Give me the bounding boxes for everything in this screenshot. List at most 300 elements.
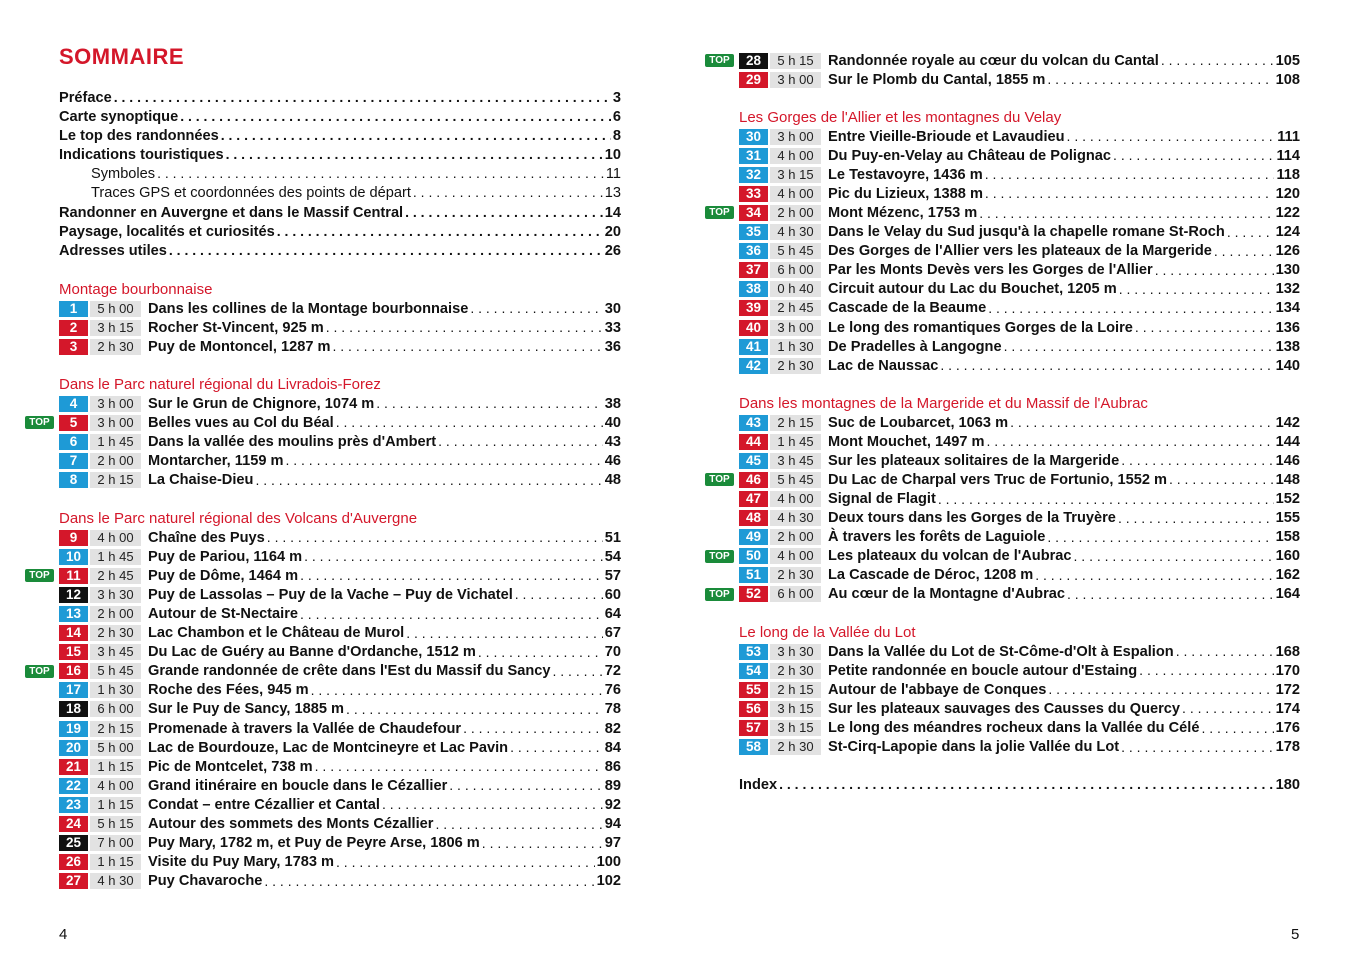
toc-entry-page: 11 <box>605 166 621 183</box>
hike-row[interactable] <box>59 604 621 623</box>
hike-row[interactable] <box>739 509 1300 528</box>
hike-row[interactable] <box>59 432 621 451</box>
toc-entry-page: 26 <box>604 242 621 259</box>
hike-row[interactable] <box>59 394 621 413</box>
hike-row[interactable] <box>29 566 621 585</box>
hike-duration: 2 h 15 <box>770 415 821 431</box>
hike-row[interactable] <box>59 585 621 604</box>
hike-duration: 0 h 40 <box>770 281 821 297</box>
hike-page: 132 <box>1275 281 1300 298</box>
hike-duration: 1 h 30 <box>90 682 141 698</box>
toc-entry-title: Adresses utiles <box>59 242 167 259</box>
hike-title: Promenade à travers la Vallée de Chaudefour <box>148 720 462 737</box>
hike-title: Au cœur de la Montagne d'Aubrac <box>828 586 1065 603</box>
hike-duration: 2 h 45 <box>90 568 141 584</box>
hike-page: 30 <box>604 300 621 317</box>
hike-title: Du Lac de Guéry au Banne d'Ordanche, 1512 m <box>148 644 476 661</box>
hike-title: Sur le Puy de Sancy, 1885 m <box>148 701 345 718</box>
hike-row[interactable] <box>59 318 621 337</box>
hike-title: Dans la vallée des moulins près d'Ambert <box>148 433 437 450</box>
hike-row[interactable] <box>59 299 621 318</box>
dot-leader <box>406 625 603 642</box>
hike-title: Mont Mézenc, 1753 m <box>828 205 978 222</box>
dot-leader <box>326 319 603 336</box>
hike-duration: 3 h 45 <box>90 644 141 660</box>
dot-leader <box>470 300 602 317</box>
hike-number-badge: 23 <box>59 797 88 813</box>
hike-duration: 4 h 30 <box>90 873 141 889</box>
hike-row[interactable] <box>739 70 1300 89</box>
index-page: 180 <box>1275 777 1300 793</box>
hike-duration: 3 h 00 <box>770 320 821 336</box>
hike-page: 111 <box>1277 128 1300 145</box>
hike-duration: 6 h 00 <box>770 586 821 602</box>
hike-title: Belles vues au Col du Béal <box>148 414 334 431</box>
hike-row[interactable] <box>59 815 621 834</box>
hike-title: Condat – entre Cézallier et Cantal <box>148 796 380 813</box>
hike-row[interactable] <box>739 642 1300 661</box>
dot-leader <box>346 701 603 718</box>
dot-leader <box>300 567 603 584</box>
hike-row[interactable] <box>59 681 621 700</box>
hike-number-badge: 54 <box>739 663 768 679</box>
hike-title: Le Testavoyre, 1436 m <box>828 166 983 183</box>
hike-duration: 5 h 15 <box>770 53 821 69</box>
hike-row[interactable] <box>59 700 621 719</box>
hike-duration: 4 h 00 <box>770 548 821 564</box>
hike-title: Dans la Vallée du Lot de St-Côme-d'Olt à Espalion <box>828 643 1174 660</box>
dot-leader <box>482 835 603 852</box>
hike-title: Sur le Plomb du Cantal, 1855 m <box>828 71 1046 88</box>
dot-leader <box>405 204 603 221</box>
hike-title: Pic de Montcelet, 738 m <box>148 758 313 775</box>
hike-duration: 1 h 45 <box>90 549 141 565</box>
dot-leader <box>157 165 604 182</box>
toc-row[interactable] <box>59 146 621 165</box>
hike-page: 72 <box>604 663 621 680</box>
hike-row[interactable] <box>59 853 621 872</box>
hike-title: Rocher St-Vincent, 925 m <box>148 319 324 336</box>
hike-page: 134 <box>1275 300 1300 317</box>
toc-row[interactable] <box>59 127 621 146</box>
hike-duration: 2 h 00 <box>90 606 141 622</box>
hike-duration: 6 h 00 <box>90 701 141 717</box>
hike-row[interactable] <box>59 757 621 776</box>
hike-number-badge: 53 <box>739 644 768 660</box>
dot-leader <box>255 472 602 489</box>
hike-number-badge: 8 <box>59 472 88 488</box>
hike-title: St-Cirq-Lapopie dans la jolie Vallée du Lot <box>828 739 1120 756</box>
hike-number-badge: 58 <box>739 739 768 755</box>
dot-leader <box>1067 128 1276 145</box>
toc-entry-page: 20 <box>604 223 621 240</box>
hike-page: 57 <box>604 567 621 584</box>
hike-page: 136 <box>1275 319 1300 336</box>
hike-page: 84 <box>604 739 621 756</box>
dot-leader <box>449 777 602 794</box>
hike-page: 97 <box>604 835 621 852</box>
hike-title: Cascade de la Beaume <box>828 300 987 317</box>
hike-number-badge: 2 <box>59 320 88 336</box>
hike-title: Le long des romantiques Gorges de la Loire <box>828 319 1133 336</box>
hike-row[interactable] <box>59 451 621 470</box>
section-vallee-du-lot <box>739 623 1300 757</box>
dot-leader <box>114 89 611 106</box>
hike-duration: 2 h 00 <box>90 453 141 469</box>
hike-duration: 2 h 30 <box>770 567 821 583</box>
hike-page: 33 <box>604 319 621 336</box>
hike-number-badge: 48 <box>739 510 768 526</box>
dot-leader <box>413 184 603 201</box>
dot-leader <box>336 854 595 871</box>
hike-number-badge: 24 <box>59 816 88 832</box>
hike-page: 130 <box>1275 262 1300 279</box>
dot-leader <box>478 644 603 661</box>
hike-number-badge: 36 <box>739 243 768 259</box>
hike-row[interactable] <box>59 528 621 547</box>
hike-duration: 2 h 30 <box>90 625 141 641</box>
hike-row[interactable] <box>739 165 1300 184</box>
hike-title: Puy de Montoncel, 1287 m <box>148 338 331 355</box>
hike-page: 148 <box>1275 471 1300 488</box>
hike-number-badge: 1 <box>59 301 88 317</box>
hike-page: 142 <box>1275 414 1300 431</box>
dot-leader <box>1010 414 1274 431</box>
hike-page: 36 <box>604 338 621 355</box>
dot-leader <box>1121 739 1274 756</box>
hike-title: De Pradelles à Langogne <box>828 338 1002 355</box>
hike-number-badge: 16 <box>59 663 88 679</box>
hike-title: Randonnée royale au cœur du volcan du Cantal <box>828 52 1159 69</box>
hike-title: Des Gorges de l'Allier vers les plateaux de la Margeride <box>828 243 1212 260</box>
hike-page: 155 <box>1275 510 1300 527</box>
hike-number-badge: 3 <box>59 339 88 355</box>
hike-number-badge: 49 <box>739 529 768 545</box>
page-number-left: 4 <box>59 926 68 943</box>
hike-page: 54 <box>604 548 621 565</box>
hike-number-badge: 45 <box>739 453 768 469</box>
hike-row[interactable] <box>29 662 621 681</box>
hike-row[interactable] <box>739 451 1300 470</box>
dot-leader <box>1139 662 1273 679</box>
hike-title: Dans les collines de la Montage bourbonnaise <box>148 300 469 317</box>
hike-row[interactable] <box>739 718 1300 737</box>
hike-title: Lac Chambon et le Château de Murol <box>148 625 405 642</box>
hike-title: Deux tours dans les Gorges de la Truyère <box>828 510 1116 527</box>
dot-leader <box>277 223 603 240</box>
hike-page: 51 <box>604 529 621 546</box>
toc-row[interactable] <box>59 165 621 184</box>
hike-duration: 2 h 00 <box>770 205 821 221</box>
hike-row[interactable] <box>739 528 1300 547</box>
toc-row[interactable] <box>59 184 621 203</box>
hike-row[interactable] <box>739 223 1300 242</box>
top-badge: TOP <box>705 473 734 486</box>
hike-page: 40 <box>604 414 621 431</box>
hike-row[interactable] <box>59 337 621 356</box>
hike-row[interactable] <box>739 356 1300 375</box>
front-matter-list <box>59 89 621 261</box>
hike-row[interactable] <box>59 719 621 738</box>
hike-number-badge: 47 <box>739 491 768 507</box>
hike-number-badge: 46 <box>739 472 768 488</box>
hike-duration: 1 h 15 <box>90 854 141 870</box>
page-title: SOMMAIRE <box>59 44 184 69</box>
hike-duration: 4 h 00 <box>770 186 821 202</box>
dot-leader <box>1201 720 1273 737</box>
hike-page: 158 <box>1275 529 1300 546</box>
toc-entry-title: Randonner en Auvergne et dans le Massif Central <box>59 204 404 221</box>
dot-leader <box>938 491 1274 508</box>
hike-page: 48 <box>604 472 621 489</box>
hike-duration: 3 h 00 <box>90 415 141 431</box>
hike-title: Signal de Flagit <box>828 491 936 508</box>
hike-row[interactable] <box>59 776 621 795</box>
hike-number-badge: 4 <box>59 396 88 412</box>
hike-number-badge: 40 <box>739 320 768 336</box>
hike-title: Puy Mary, 1782 m, et Puy de Peyre Arse, 1806 m <box>148 835 480 852</box>
dot-leader <box>311 682 603 699</box>
hike-row[interactable] <box>739 566 1300 585</box>
hike-duration: 1 h 30 <box>770 339 821 355</box>
hike-row[interactable] <box>739 699 1300 718</box>
hike-page: 70 <box>604 644 621 661</box>
toc-entry-title: Traces GPS et coordonnées des points de départ <box>91 185 411 202</box>
hike-page: 144 <box>1275 433 1300 450</box>
hike-duration: 5 h 45 <box>770 243 821 259</box>
hike-page: 86 <box>604 758 621 775</box>
hike-page: 78 <box>604 701 621 718</box>
hike-title: Du Lac de Charpal vers Truc de Fortunio, 1552 m <box>828 471 1167 488</box>
top-badge: TOP <box>25 569 54 582</box>
hike-row[interactable] <box>59 624 621 643</box>
section-montage-bourbonnaise <box>59 280 621 356</box>
toc-entry-title: Paysage, localités et curiosités <box>59 223 275 240</box>
toc-entry-title: Symboles <box>91 166 156 183</box>
hike-duration: 2 h 00 <box>770 529 821 545</box>
hike-row[interactable] <box>739 146 1300 165</box>
hike-row[interactable] <box>709 585 1300 604</box>
hike-title: Entre Vieille-Brioude et Lavaudieu <box>828 128 1065 145</box>
hike-row[interactable] <box>59 643 621 662</box>
toc-row[interactable] <box>59 223 621 242</box>
hike-row[interactable] <box>739 261 1300 280</box>
hike-row[interactable] <box>739 661 1300 680</box>
hike-page: 94 <box>604 816 621 833</box>
dot-leader <box>510 739 603 756</box>
hike-row[interactable] <box>739 738 1300 757</box>
hike-row[interactable] <box>739 680 1300 699</box>
hike-duration: 4 h 00 <box>770 491 821 507</box>
hike-title: Lac de Naussac <box>828 357 939 374</box>
top-badge: TOP <box>25 416 54 429</box>
hike-row[interactable] <box>59 738 621 757</box>
hike-page: 67 <box>604 625 621 642</box>
hike-page: 172 <box>1275 681 1300 698</box>
hike-number-badge: 10 <box>59 549 88 565</box>
index-entry <box>739 776 1300 795</box>
toc-row[interactable] <box>59 108 621 127</box>
hike-page: 105 <box>1275 52 1300 69</box>
hike-row[interactable] <box>709 470 1300 489</box>
hike-row[interactable] <box>739 432 1300 451</box>
hike-title: Dans le Velay du Sud jusqu'à la chapelle romane St-Roch <box>828 224 1225 241</box>
hike-duration: 3 h 45 <box>770 453 821 469</box>
hike-page: 164 <box>1275 586 1300 603</box>
hike-title: Chaîne des Puys <box>148 529 265 546</box>
hike-row[interactable] <box>709 547 1300 566</box>
hike-number-badge: 42 <box>739 358 768 374</box>
hike-title: Autour des sommets des Monts Cézallier <box>148 816 434 833</box>
hike-duration: 4 h 30 <box>770 510 821 526</box>
dot-leader <box>940 357 1273 374</box>
hike-duration: 2 h 45 <box>770 300 821 316</box>
hike-number-badge: 15 <box>59 644 88 660</box>
hike-duration: 7 h 00 <box>90 835 141 851</box>
hike-number-badge: 51 <box>739 567 768 583</box>
hike-page: 168 <box>1275 643 1300 660</box>
hike-duration: 4 h 00 <box>770 148 821 164</box>
hike-number-badge: 52 <box>739 586 768 602</box>
hike-row[interactable] <box>739 280 1300 299</box>
hike-row[interactable] <box>709 51 1300 70</box>
hike-page: 60 <box>604 586 621 603</box>
hike-number-badge: 50 <box>739 548 768 564</box>
hike-row[interactable] <box>739 127 1300 146</box>
hike-duration: 3 h 00 <box>770 72 821 88</box>
hike-row[interactable] <box>59 872 621 891</box>
hike-title: Autour de St-Nectaire <box>148 606 299 623</box>
toc-row-index[interactable] <box>739 776 1300 795</box>
hike-number-badge: 11 <box>59 568 88 584</box>
hike-duration: 2 h 30 <box>770 358 821 374</box>
hike-title: Grand itinéraire en boucle dans le Cézallier <box>148 777 448 794</box>
toc-entry-page: 13 <box>604 185 621 202</box>
hike-row[interactable] <box>59 470 621 489</box>
section-title: Les Gorges de l'Allier et les montagnes du Velay <box>739 109 1062 126</box>
hike-duration: 5 h 15 <box>90 816 141 832</box>
toc-row[interactable] <box>59 89 621 108</box>
top-badge: TOP <box>705 550 734 563</box>
dot-leader <box>1074 548 1274 565</box>
hike-row[interactable] <box>709 203 1300 222</box>
hike-page: 92 <box>604 796 621 813</box>
toc-entry-title: Indications touristiques <box>59 147 224 164</box>
hike-number-badge: 55 <box>739 682 768 698</box>
hike-duration: 5 h 00 <box>90 740 141 756</box>
hike-page: 152 <box>1275 491 1300 508</box>
hike-title: Visite du Puy Mary, 1783 m <box>148 854 335 871</box>
hike-number-badge: 38 <box>739 281 768 297</box>
hike-page: 120 <box>1275 185 1300 202</box>
hike-row[interactable] <box>739 242 1300 261</box>
dot-leader <box>376 395 603 412</box>
hike-number-badge: 6 <box>59 434 88 450</box>
dot-leader <box>979 205 1273 222</box>
hike-number-badge: 25 <box>59 835 88 851</box>
section-title: Dans les montagnes de la Margeride et du Massif de l'Aubrac <box>739 395 1148 412</box>
dot-leader <box>1121 452 1273 469</box>
top-badge: TOP <box>705 206 734 219</box>
dot-leader <box>226 146 603 163</box>
hike-page: 138 <box>1275 338 1300 355</box>
dot-leader <box>1169 471 1274 488</box>
hike-row[interactable] <box>59 834 621 853</box>
dot-leader <box>463 720 603 737</box>
hike-row[interactable] <box>739 489 1300 508</box>
hike-title: La Chaise-Dieu <box>148 472 254 489</box>
hike-number-badge: 12 <box>59 587 88 603</box>
hike-number-badge: 39 <box>739 300 768 316</box>
dot-leader <box>1118 510 1274 527</box>
hike-duration: 5 h 45 <box>90 663 141 679</box>
hike-number-badge: 37 <box>739 262 768 278</box>
hike-page: 82 <box>604 720 621 737</box>
hike-row[interactable] <box>29 413 621 432</box>
hike-row[interactable] <box>739 318 1300 337</box>
hike-duration: 2 h 30 <box>770 663 821 679</box>
dot-leader <box>180 108 611 125</box>
hike-page: 108 <box>1275 71 1300 88</box>
hike-number-badge: 30 <box>739 129 768 145</box>
hike-duration: 4 h 00 <box>90 530 141 546</box>
hike-number-badge: 56 <box>739 701 768 717</box>
toc-entry-title: Préface <box>59 90 112 106</box>
right-page <box>680 0 1359 969</box>
toc-row[interactable] <box>59 242 621 261</box>
hike-duration: 3 h 00 <box>90 396 141 412</box>
dot-leader <box>1047 71 1273 88</box>
hike-title: Roche des Fées, 945 m <box>148 682 309 699</box>
toc-row[interactable] <box>59 204 621 223</box>
dot-leader <box>382 796 603 813</box>
dot-leader <box>985 185 1274 202</box>
hike-title: Puy Chavaroche <box>148 873 263 890</box>
hike-number-badge: 21 <box>59 759 88 775</box>
hike-title: Sur le Grun de Chignore, 1074 m <box>148 395 375 412</box>
dot-leader <box>332 338 602 355</box>
hike-title: Petite randonnée en boucle autour d'Estaing <box>828 662 1138 679</box>
toc-entry-title: Le top des randonnées <box>59 128 219 145</box>
hike-row[interactable] <box>739 413 1300 432</box>
dot-leader <box>438 433 603 450</box>
hike-duration: 3 h 30 <box>770 644 821 660</box>
hike-duration: 3 h 15 <box>770 720 821 736</box>
hike-duration: 6 h 00 <box>770 262 821 278</box>
hike-page: 64 <box>604 606 621 623</box>
hike-number-badge: 17 <box>59 682 88 698</box>
hike-row[interactable] <box>59 795 621 814</box>
section-gorges-allier-velay <box>709 108 1300 375</box>
dot-leader <box>264 873 594 890</box>
dot-leader <box>304 548 603 565</box>
dot-leader <box>1227 224 1274 241</box>
hike-row[interactable] <box>59 547 621 566</box>
dot-leader <box>779 776 1274 793</box>
hike-page: 118 <box>1276 166 1300 183</box>
hike-duration: 3 h 15 <box>770 167 821 183</box>
dot-leader <box>1161 52 1274 69</box>
hike-title: Les plateaux du volcan de l'Aubrac <box>828 548 1072 565</box>
hike-duration: 2 h 30 <box>770 739 821 755</box>
hike-row[interactable] <box>739 299 1300 318</box>
hike-row[interactable] <box>739 184 1300 203</box>
hike-number-badge: 26 <box>59 854 88 870</box>
dot-leader <box>987 433 1274 450</box>
hike-row[interactable] <box>739 337 1300 356</box>
hike-page: 102 <box>596 873 621 890</box>
hike-page: 176 <box>1275 720 1300 737</box>
